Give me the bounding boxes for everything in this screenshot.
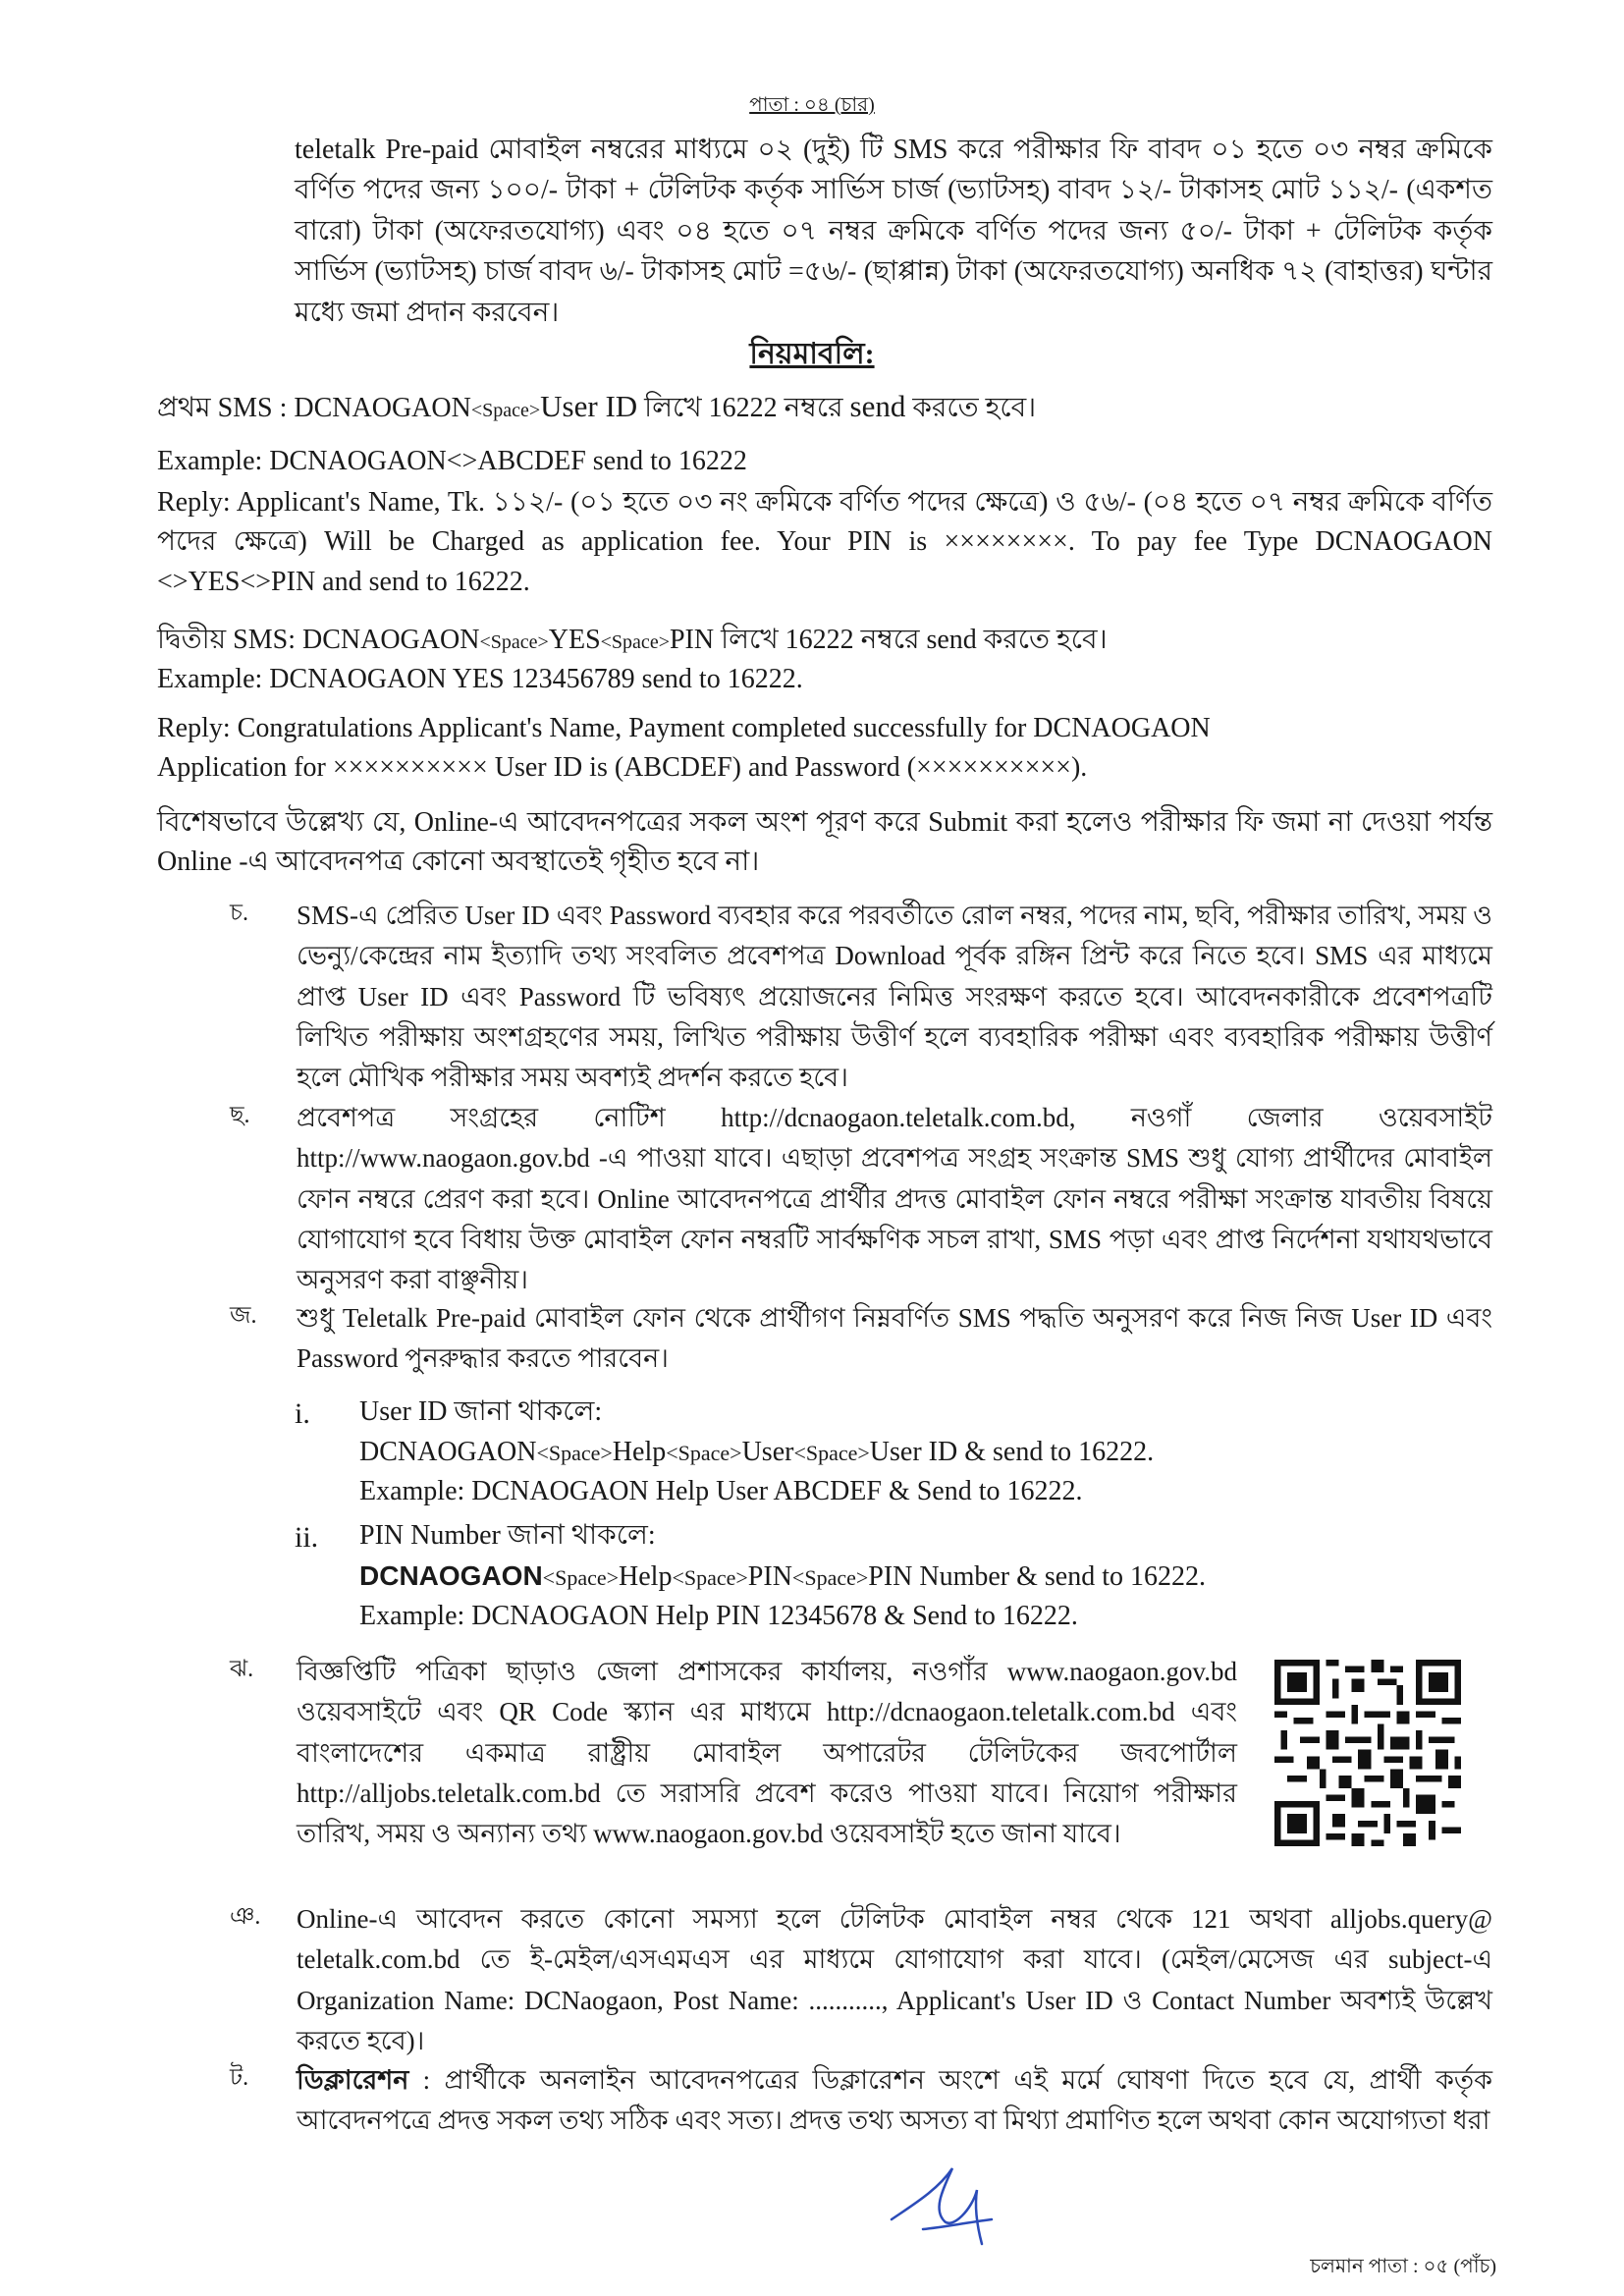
cmd-part: User (741, 1436, 794, 1467)
example-1: Example: DCNAOGAON<>ABCDEF send to 16222 (157, 446, 747, 476)
recovery-command (359, 1433, 1439, 1473)
special-note: বিশেষভাবে উল্লেখ্য যে, Online-এ আবেদনপত্রের সকল অংশ পূরণ করে Submit করা হলেও পরীক্ষার ফি জমা না দেওয়া পর্যন্ত Online -এ আবেদনপত্র কোনো অবস্থাতেই গৃহীত হবে না। (157, 807, 1492, 878)
first-sms-suffix: করতে হবে। (905, 393, 1037, 423)
page-number-top: পাতা : ০৪ (চার) (749, 94, 875, 116)
qr-code[interactable] (1274, 1660, 1461, 1846)
recovery-pin (295, 1516, 1414, 1638)
signature (884, 2151, 1001, 2259)
cmd-part: PIN (747, 1560, 792, 1592)
list-item (230, 1298, 1492, 1387)
cmd-part: DCNAOGAON (359, 1559, 543, 1591)
recovery-number: i. (295, 1397, 310, 1430)
list-item (230, 1652, 1237, 1887)
rules-heading: নিয়মাবলি: (749, 338, 875, 370)
item-mark: ঞ. (230, 1904, 261, 1930)
cmd-part: User ID & send to 16222. (869, 1436, 1155, 1467)
item-mark: জ. (230, 1303, 257, 1329)
list-item (230, 896, 1492, 1093)
intro-paragraph: teletalk Pre-paid মোবাইল নম্বরের মাধ্যমে ০২ (দুই) টি SMS করে পরীক্ষার ফি বাবদ ০১ হতে ০৩ নম্বর ক্রমিকে বর্ণিত পদের জন্য ১০০/- টাকা + টেলিটক কর্তৃক সার্ভিস চার্জ (ভ্যাটসহ) বাবদ ১২/- টাকাসহ মোট ১১২/- (একশত বারো) টাকা (অফেরতযোগ্য) এবং ০৪ হতে ০৭ নম্বর ক্রমিকে বর্ণিত পদের জন্য ৫০/- টাকা + টেলিটক কর্তৃক সার্ভিস (ভ্যাটসহ) চার্জ বাবদ ৬/- টাকাসহ মোট =৫৬/- (ছাপ্পান্ন) টাকা (অফেরতযোগ্য) অনধিক ৭২ (বাহাত্তর) ঘন্টার মধ্যে জমা প্রদান করবেন। (295, 135, 1492, 328)
list-item (230, 2060, 1492, 2149)
yes-word: YES (548, 625, 601, 655)
item-mark: ঝ. (230, 1657, 254, 1682)
cmd-part: Help (619, 1560, 673, 1592)
pin-word: PIN (669, 625, 715, 655)
recovery-label: PIN Number জানা থাকলে: (359, 1520, 656, 1551)
example-2: Example: DCNAOGAON YES 123456789 send to 16222. (157, 664, 803, 694)
recovery-example: Example: DCNAOGAON Help User ABCDEF & Send to 16222. (359, 1476, 1083, 1507)
recovery-userid (295, 1393, 1414, 1514)
cmd-part: <Space> (791, 1564, 869, 1590)
second-sms-suffix: লিখে 16222 নম্বরে send করতে হবে। (714, 625, 1108, 655)
item-text: বিজ্ঞপ্তিটি পত্রিকা ছাড়াও জেলা প্রশাসকের কার্যালয়, নওগাঁর www.naogaon.gov.bd ওয়েবসাইটে এবং QR Code স্ক্যান এর মাধ্যমে http://dcnaogaon.teletalk.com.bd এবং বাংলাদেশের একমাত্র রাষ্ট্রীয় মোবাইল অপারেটর টেলিটকের জবপোর্টাল http://alljobs.teletalk.com.bd তে সরাসরি প্রবেশ করেও পাওয়া যাবে। নিয়োগ পরীক্ষার তারিখ, সময় ও অন্যান্য তথ্য www.naogaon.gov.bd ওয়েবসাইট হতে জানা যাবে। (297, 1657, 1237, 1849)
item-text: SMS-এ প্রেরিত User ID এবং Password ব্যবহার করে পরবর্তীতে রোল নম্বর, পদের নাম, ছবি, পরীক্ষার তারিখ, সময় ও ভেন্যু/কেন্দ্রের নাম ইত্যাদি তথ্য সংবলিত প্রবেশপত্র Download পূর্বক রঙ্গিন প্রিন্ট করে নিতে হবে। SMS এর মাধ্যমে প্রাপ্ত User ID এবং Password টি ভবিষ্যৎ প্রয়োজনের নিমিত্ত সংরক্ষণ করতে হবে। আবেদনকারীকে প্রবেশপত্রটি লিখিত পরীক্ষায় অংশগ্রহণের সময়, লিখিত পরীক্ষায় উত্তীর্ণ হলে ব্যবহারিক পরীক্ষা এবং ব্যবহারিক পরীক্ষায় উত্তীর্ণ হলে মৌখিক পরীক্ষার সময় অবশ্যই প্রদর্শন করতে হবে। (297, 901, 1492, 1093)
first-sms-prefix: প্রথম SMS : DCNAOGAON (157, 393, 471, 423)
first-sms-mid: লিখে 16222 নম্বরে (637, 393, 850, 423)
item-mark: ট. (230, 2065, 249, 2091)
recovery-command (359, 1557, 1439, 1598)
space-tag: <Space> (470, 400, 541, 421)
recovery-body (359, 1516, 1439, 1637)
item-text: শুধু Teletalk Pre-paid মোবাইল ফোন থেকে প্রার্থীগণ নিম্নবর্ণিত SMS পদ্ধতি অনুসরণ করে নিজ নিজ User ID এবং Password পুনরুদ্ধার করতে পারবেন। (297, 1303, 1492, 1374)
item-text (297, 2060, 1492, 2142)
item-text: Online-এ আবেদন করতে কোনো সমস্যা হলে টেলিটক মোবাইল নম্বর থেকে 121 অথবা alljobs.query@ teletalk.com.bd তে ই-মেইল/এসএমএস এর মাধ্যমে যোগাযোগ করা যাবে। (মেইল/মেসেজ এর subject-এ Organization Name: DCNaogaon, Post Name: ..........., Applicant's User ID ও Contact Number অবশ্যই উল্লেখ করতে হবে)। (297, 1904, 1492, 2055)
item-mark: ছ. (230, 1103, 250, 1128)
second-sms-prefix: দ্বিতীয় SMS: DCNAOGAON (157, 625, 480, 655)
recovery-label: User ID জানা থাকলে: (359, 1396, 603, 1427)
cmd-part: <Space> (542, 1564, 620, 1590)
recovery-example: Example: DCNAOGAON Help PIN 12345678 & Send to 16222. (359, 1601, 1078, 1632)
cmd-part: PIN Number & send to 16222. (868, 1560, 1207, 1592)
send-word: send (849, 389, 906, 423)
recovery-number: ii. (295, 1521, 319, 1554)
list-item (230, 1899, 1492, 2055)
space-tag: <Space> (479, 631, 549, 653)
userid-label: User ID (540, 389, 638, 423)
first-sms-line (157, 385, 1492, 429)
declaration-text: : প্রার্থীকে অনলাইন আবেদনপত্রের ডিক্লারেশন অংশে এই মর্মে ঘোষণা দিতে হবে যে, প্রার্থী কর্তৃক আবেদনপত্রে প্রদত্ত সকল তথ্য সঠিক এবং সত্য। প্রদত্ত তথ্য অসত্য বা মিথ্যা প্রমাণিত হলে অথবা কোন অযোগ্যতা ধরা (297, 2065, 1492, 2136)
item-mark: চ. (230, 901, 248, 926)
cmd-part: <Space> (536, 1440, 613, 1465)
reply-1: Reply: Applicant's Name, Tk. ১১২/- (০১ হতে ০৩ নং ক্রমিকে বর্ণিত পদের ক্ষেত্রে) ও ৫৬/- (০৪ হতে ০৭ নম্বর ক্রমিকে বর্ণিত পদের ক্ষেত্রে) Will be Charged as application fee. Your PIN is ××××××××. To pay fee Type DCNAOGAON <>YES<>PIN and send to 16222. (157, 487, 1492, 597)
declaration-label: ডিক্লারেশন (297, 2065, 409, 2095)
cmd-part: DCNAOGAON (359, 1436, 537, 1467)
space-tag: <Space> (600, 631, 670, 653)
reply-2-line-2: Application for ×××××××××× User ID is (ABCDEF) and Password (××××××××××). (157, 752, 1088, 783)
cmd-part: <Space> (666, 1440, 742, 1465)
cmd-part: <Space> (793, 1440, 870, 1465)
cmd-part: <Space> (672, 1564, 748, 1590)
page-number-bottom: চলমান পাতা : ০৫ (পাঁচ) (1310, 2256, 1496, 2277)
item-text: প্রবেশপত্র সংগ্রহের নোটিশ http://dcnaogaon.teletalk.com.bd, নওগাঁ জেলার ওয়েবসাইট http://www.naogaon.gov.bd -এ পাওয়া যাবে। এছাড়া প্রবেশপত্র সংগ্রহ সংক্রান্ত SMS শুধু যোগ্য প্রার্থীদের মোবাইল ফোন নম্বরে প্রেরণ করা হবে। Online আবেদনপত্রে প্রার্থীর প্রদত্ত মোবাইল ফোন নম্বরে পরীক্ষা সংক্রান্ত যাবতীয় বিষয়ে যোগাযোগ হবে বিধায় উক্ত মোবাইল ফোন নম্বরটি সার্বক্ষণিক সচল রাখা, SMS পড়া এবং প্রাপ্ত নির্দেশনা যথাযথভাবে অনুসরণ করা বাঞ্ছনীয়। (297, 1103, 1492, 1295)
second-sms-line (157, 621, 1492, 660)
recovery-body (359, 1393, 1439, 1512)
list-item (230, 1098, 1492, 1295)
cmd-part: Help (612, 1436, 667, 1467)
reply-2-line-1: Reply: Congratulations Applicant's Name, Payment completed successfully for DCNAOGAON (157, 713, 1211, 743)
